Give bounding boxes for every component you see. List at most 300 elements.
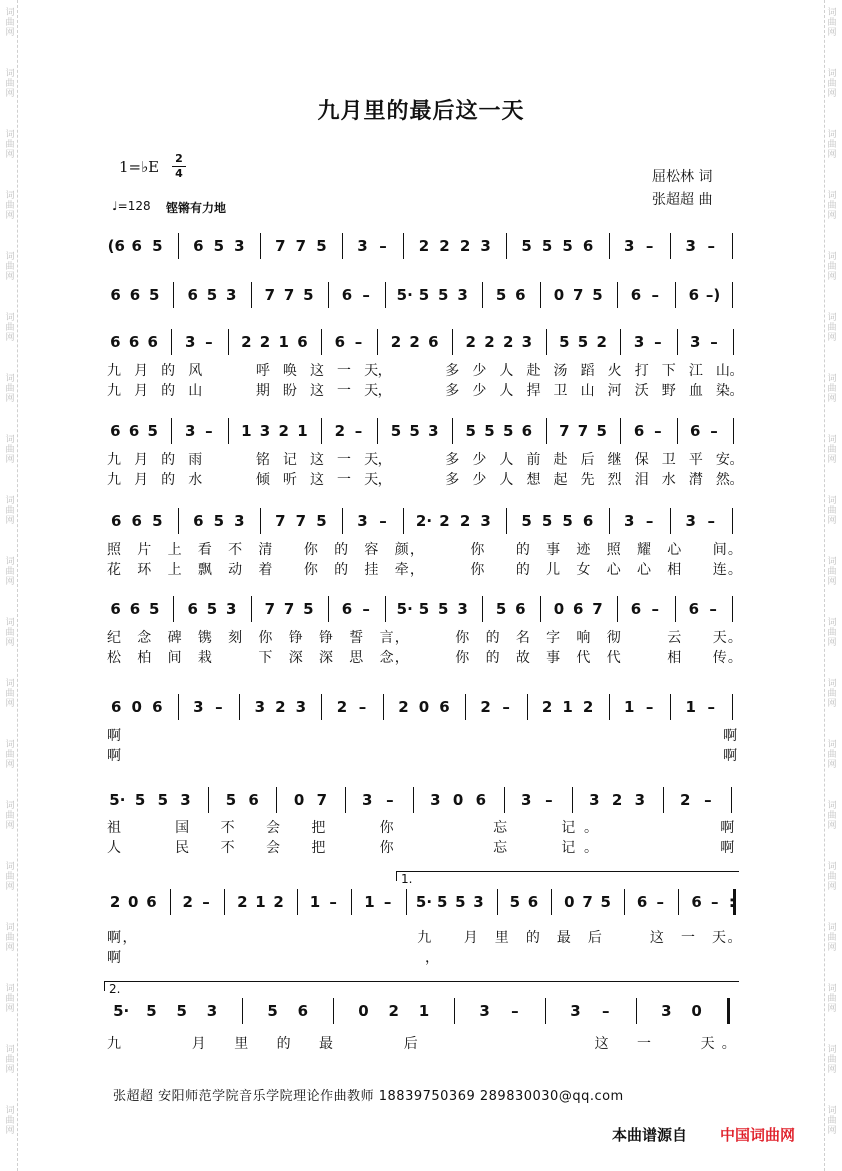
lyric-char: 啊 <box>107 930 121 946</box>
lyric-char: 铮 <box>319 630 333 646</box>
lyric-char: 容 <box>364 542 379 558</box>
barline <box>170 889 171 915</box>
lyric-char: 这 <box>309 363 324 379</box>
lyric-char: 把 <box>311 820 326 836</box>
note: 5 <box>148 600 160 618</box>
note: 0 <box>128 893 139 911</box>
lyric-line <box>100 929 742 947</box>
barline <box>675 282 676 308</box>
lyric-char: 忘 <box>493 840 508 856</box>
note: 7 <box>559 422 570 440</box>
watermark-text: 词 曲 网 <box>5 740 15 770</box>
lyric-char: 啊 <box>107 950 121 966</box>
barline <box>454 998 455 1024</box>
note: 6 <box>691 893 702 911</box>
note: 6 <box>110 333 121 351</box>
lyric-char: 最 <box>556 930 571 946</box>
lyric-char: 安 <box>715 452 730 468</box>
lyric-char: 少 <box>472 472 487 488</box>
barline <box>670 694 671 720</box>
lyric-char: 九 <box>417 930 432 946</box>
note: 5 <box>134 791 146 809</box>
barline <box>617 282 618 308</box>
lyric-char: 心 <box>667 542 682 558</box>
note: 5 <box>509 893 521 911</box>
lyric-char: 栽 <box>197 650 212 666</box>
note: 3 <box>180 791 191 809</box>
note: 2 <box>241 333 252 351</box>
lyric-char: 。 <box>729 363 744 379</box>
barline <box>413 787 414 813</box>
barline <box>406 889 407 915</box>
lyric-char: 心 <box>637 562 651 578</box>
watermark-text: 词 曲 网 <box>5 1106 15 1136</box>
barline <box>732 282 733 308</box>
lyric-char: 你 <box>455 650 470 666</box>
note: 1 <box>297 422 308 440</box>
lyric-char: 的 <box>515 562 530 578</box>
barline <box>465 694 466 720</box>
note: 5 <box>267 1002 278 1020</box>
lyric-char: ， <box>409 542 424 558</box>
note: 1 <box>241 422 252 440</box>
barline <box>506 233 507 259</box>
note: 2 <box>484 333 495 351</box>
note: – <box>654 333 662 351</box>
barline <box>663 787 664 813</box>
note: 5 <box>147 422 158 440</box>
lyric-char: 天 <box>711 930 726 946</box>
lyric-char: ， <box>394 650 409 666</box>
note: – <box>205 333 213 351</box>
lyric-char: 间 <box>712 542 727 558</box>
watermark-text: 词 曲 网 <box>827 191 837 221</box>
lyric-char: 的 <box>161 472 176 488</box>
note: 6 <box>515 600 526 618</box>
note: 1 <box>685 698 696 716</box>
lyric-line <box>100 471 742 489</box>
note: 5 <box>152 512 163 530</box>
barline <box>677 418 678 444</box>
lyric-char: 里 <box>494 930 509 946</box>
barline <box>636 998 637 1024</box>
lyric-char: 山 <box>188 383 203 399</box>
note: 5 <box>148 286 160 304</box>
barline <box>624 889 625 915</box>
barline <box>276 787 277 813</box>
note: 3 <box>430 791 441 809</box>
lyric-char: 倾 <box>255 472 270 488</box>
note: 7 <box>283 286 295 304</box>
lyric-char: 心 <box>606 562 621 578</box>
barline <box>482 596 483 622</box>
lyric-char: ， <box>377 452 392 468</box>
barline <box>260 508 261 534</box>
watermark-text: 词 曲 网 <box>827 1045 837 1075</box>
watermark-text: 词 曲 网 <box>827 8 837 38</box>
staff-row <box>100 998 742 1024</box>
lyric-char: 片 <box>137 542 152 558</box>
lyric-char: 赴 <box>553 452 568 468</box>
lyric-char: 最 <box>319 1036 333 1052</box>
note: 6 <box>297 1002 309 1020</box>
lyric-char: 的 <box>334 562 349 578</box>
note: 6 <box>630 286 642 304</box>
lyric-char: 铭 <box>255 452 270 468</box>
lyric-char: 会 <box>266 820 280 836</box>
lyric-char: 打 <box>634 363 649 379</box>
lyric-char: ， <box>409 562 424 578</box>
barline <box>506 508 507 534</box>
note: – <box>362 600 370 618</box>
lyric-char: 九 <box>107 363 121 379</box>
lyric-char: 上 <box>167 562 182 578</box>
lyric-char: 着 <box>258 562 273 578</box>
lyric-char: 啊 <box>107 728 121 744</box>
note: – <box>202 893 210 911</box>
barline <box>732 508 733 534</box>
note: 5 <box>559 333 570 351</box>
note: 0 <box>564 893 575 911</box>
note: – <box>707 237 715 255</box>
barline <box>670 508 671 534</box>
lyric-char: 月 <box>134 452 149 468</box>
watermark-text: 词 曲 网 <box>827 435 837 465</box>
barline <box>732 694 733 720</box>
barline <box>403 508 404 534</box>
lyric-char: 九 <box>107 383 121 399</box>
barline <box>403 233 404 259</box>
lyric-char: 耀 <box>637 542 651 558</box>
barline <box>540 596 541 622</box>
barline <box>731 787 732 813</box>
lyric-char: 月 <box>134 472 149 488</box>
note: 6 <box>110 600 121 618</box>
note: 6 <box>688 286 700 304</box>
lyric-char: 飘 <box>197 562 212 578</box>
note: 5· <box>396 286 413 304</box>
lyric-char: ， <box>394 630 409 646</box>
note: 1 <box>562 698 573 716</box>
lyric-char: 听 <box>282 472 297 488</box>
lyric-char: 的 <box>515 542 530 558</box>
note: – <box>354 333 363 351</box>
note: 5 <box>600 893 611 911</box>
lyric-char: 事 <box>546 542 561 558</box>
lyric-char: 你 <box>303 562 318 578</box>
note: 2 <box>418 237 430 255</box>
lyric-char: 刻 <box>228 630 243 646</box>
note: 2 <box>259 333 271 351</box>
note: 6 <box>111 512 122 530</box>
note: 6 <box>572 600 584 618</box>
watermark-text: 词 曲 网 <box>827 923 837 953</box>
note: 7 <box>592 600 603 618</box>
lyric-char: 平 <box>688 452 703 468</box>
volta-label: 1. <box>401 872 413 886</box>
note: 7 <box>275 237 286 255</box>
lyric-char: 河 <box>607 383 622 399</box>
lyric-char: 的 <box>485 630 500 646</box>
lyric-char: 山 <box>715 363 730 379</box>
lyric-char: ， <box>122 930 137 946</box>
watermark-text: 词 曲 网 <box>5 313 15 343</box>
lyric-char: 火 <box>607 363 622 379</box>
lyric-char: 里 <box>234 1036 249 1052</box>
song-title: 九月里的最后这一天 <box>317 99 525 124</box>
note: 6 <box>633 422 645 440</box>
lyric-char: 间 <box>167 650 182 666</box>
barline <box>342 508 343 534</box>
note: 0 <box>553 286 565 304</box>
note: 3 <box>570 1002 581 1020</box>
lyric-line <box>100 451 742 469</box>
watermark-text: 词 曲 网 <box>827 679 837 709</box>
note: 5 <box>176 1002 187 1020</box>
lyric-char: 的 <box>161 383 176 399</box>
source-label: 本曲谱源自 <box>612 1126 688 1144</box>
note: – <box>379 237 387 255</box>
barline <box>242 998 243 1024</box>
note: 2 <box>182 893 193 911</box>
note: 3 <box>254 698 266 716</box>
note: 6 <box>110 286 121 304</box>
lyric-char: 会 <box>266 840 280 856</box>
watermark-text: 词 曲 网 <box>827 862 837 892</box>
note: 1 <box>278 333 289 351</box>
barline <box>733 329 734 355</box>
lyric-char: 女 <box>576 562 591 578</box>
note: – <box>710 893 719 911</box>
note: 5· <box>396 600 413 618</box>
barline <box>178 508 179 534</box>
lyric-char: 唤 <box>282 363 297 379</box>
lyric-char: 天 <box>364 472 379 488</box>
note: 5 <box>495 600 507 618</box>
barline <box>377 418 378 444</box>
lyric-char: 忘 <box>493 820 508 836</box>
note: 2 <box>409 333 420 351</box>
barline <box>609 508 610 534</box>
barline <box>452 329 453 355</box>
note: 5 <box>562 237 573 255</box>
barline <box>551 889 552 915</box>
note: 3 <box>685 512 696 530</box>
staff-row <box>100 694 742 720</box>
watermark-strip-right <box>824 0 839 1171</box>
meter-bottom: 4 <box>175 167 183 180</box>
note: 7 <box>264 600 276 618</box>
lyric-char: 松 <box>107 650 121 666</box>
lyric-char: 卫 <box>553 383 568 399</box>
lyric-char: 一 <box>337 472 352 488</box>
lyric-char: 月 <box>191 1036 206 1052</box>
note: 6 <box>128 333 140 351</box>
lyric-char: 蹈 <box>580 363 595 379</box>
watermark-strip-left <box>3 0 18 1171</box>
lyric-line <box>100 1035 742 1053</box>
barline <box>178 233 179 259</box>
note: 3 <box>521 333 533 351</box>
note: – <box>656 893 664 911</box>
volta-first-ending <box>396 871 739 886</box>
note: 3 <box>623 512 635 530</box>
barline <box>609 694 610 720</box>
lyric-char: 天 <box>364 452 379 468</box>
lyric-line <box>100 382 742 400</box>
note: 6 <box>527 893 539 911</box>
note: – <box>511 1002 519 1020</box>
note: 6 <box>636 893 648 911</box>
note: 6 <box>334 333 346 351</box>
note: 5 <box>213 237 225 255</box>
note: 2 <box>388 1002 399 1020</box>
lyric-char: 。 <box>727 630 742 646</box>
lyric-char: 九 <box>107 452 121 468</box>
lyric-char: 染 <box>715 383 730 399</box>
note: 0 <box>358 1002 369 1020</box>
note: 0 <box>691 1002 702 1020</box>
lyric-char: 念 <box>379 650 394 666</box>
note: 3 <box>589 791 600 809</box>
lyric-char: 你 <box>455 630 470 646</box>
lyric-char: 多 <box>445 472 460 488</box>
lyric-char: 前 <box>526 452 541 468</box>
note: 2 <box>439 512 450 530</box>
note: 3 <box>234 237 245 255</box>
lyric-line <box>100 819 742 837</box>
lyric-char: 血 <box>688 383 703 399</box>
note: 0 <box>293 791 305 809</box>
meter-top: 2 <box>175 152 183 165</box>
note: 5 <box>577 333 589 351</box>
lyric-char: 的 <box>161 452 176 468</box>
note: 5 <box>541 237 553 255</box>
lyric-char: 你 <box>258 630 273 646</box>
note: 6 <box>128 422 140 440</box>
barline <box>251 282 252 308</box>
composer-credit: 张超超 曲 <box>652 192 713 208</box>
lyric-line <box>100 727 742 745</box>
lyric-char: 呼 <box>255 363 270 379</box>
note: 5 <box>592 286 603 304</box>
lyric-char: 你 <box>379 820 394 836</box>
volta-second-ending <box>104 981 739 996</box>
barline <box>677 329 678 355</box>
lyric-char: 你 <box>303 542 318 558</box>
note: – <box>645 698 654 716</box>
note: 7 <box>577 422 589 440</box>
note: 7 <box>582 893 593 911</box>
note: 2 <box>273 893 284 911</box>
note: 3 <box>685 237 696 255</box>
lyric-char: 把 <box>311 840 326 856</box>
barline <box>617 596 618 622</box>
note: 2 <box>541 698 553 716</box>
lyric-char: 啊 <box>720 840 735 856</box>
watermark-text: 词 曲 网 <box>827 801 837 831</box>
note: – <box>354 422 363 440</box>
note: 6 <box>110 422 121 440</box>
lyric-char: 不 <box>220 820 235 836</box>
lyric-char: 相 <box>667 562 682 578</box>
lyric-char: 的 <box>161 363 176 379</box>
barline <box>208 787 209 813</box>
note: 2 <box>459 512 471 530</box>
barline <box>527 694 528 720</box>
lyric-char: 不 <box>228 542 243 558</box>
note: 3 <box>226 600 237 618</box>
lyric-char: 九 <box>107 1036 121 1052</box>
lyric-line <box>100 839 742 857</box>
watermark-text: 词 曲 网 <box>5 69 15 99</box>
lyric-char: 人 <box>499 383 514 399</box>
note: 5 <box>225 791 237 809</box>
barline <box>732 596 733 622</box>
lyric-char: 风 <box>188 363 203 379</box>
lyric-line <box>100 629 742 647</box>
lyric-char: 月 <box>134 363 149 379</box>
barline <box>572 787 573 813</box>
lyric-char: 多 <box>445 363 460 379</box>
watermark-text: 词 曲 网 <box>5 374 15 404</box>
barline <box>328 282 329 308</box>
lyric-char: 儿 <box>546 562 561 578</box>
lyric-char: 照 <box>107 542 121 558</box>
lyric-char: 九 <box>107 472 121 488</box>
lyric-char: 多 <box>445 452 460 468</box>
lyric-char: 一 <box>337 363 352 379</box>
lyric-char: 。 <box>729 383 744 399</box>
note: 5 <box>316 237 327 255</box>
note: 7 <box>295 512 307 530</box>
lyric-char: 一 <box>337 452 352 468</box>
staff-row <box>100 596 742 622</box>
note: – <box>358 698 367 716</box>
note: 6 <box>341 600 353 618</box>
staff-row <box>100 282 742 308</box>
expression-marking: 铿锵有力地 <box>166 201 227 215</box>
lyric-char: 彻 <box>606 630 621 646</box>
note: 3 <box>623 237 635 255</box>
note: 7 <box>264 286 276 304</box>
note: 5 <box>465 422 476 440</box>
lyric-char: 不 <box>220 840 235 856</box>
note: 6 <box>193 237 204 255</box>
lyric-line <box>100 649 742 667</box>
note: 2 <box>582 698 594 716</box>
note: 5 <box>436 893 448 911</box>
barline <box>452 418 453 444</box>
watermark-text: 词 曲 网 <box>5 8 15 38</box>
barline <box>224 889 225 915</box>
watermark-text: 词 曲 网 <box>5 435 15 465</box>
barline <box>385 596 386 622</box>
lyric-char: 赴 <box>526 363 541 379</box>
barline <box>171 329 172 355</box>
lyric-char: 啊 <box>107 748 121 764</box>
lyric-char: 。 <box>727 930 742 946</box>
staff-row <box>100 508 742 534</box>
watermark-text: 词 曲 网 <box>5 557 15 587</box>
lyric-char: 传 <box>712 650 727 666</box>
note: 2 <box>390 333 402 351</box>
note: (6 <box>107 237 125 255</box>
lyric-char: 盼 <box>282 383 297 399</box>
lyric-char: 。 <box>727 650 742 666</box>
site-name[interactable]: 中国词曲网 <box>720 1126 796 1144</box>
note: – <box>205 422 213 440</box>
